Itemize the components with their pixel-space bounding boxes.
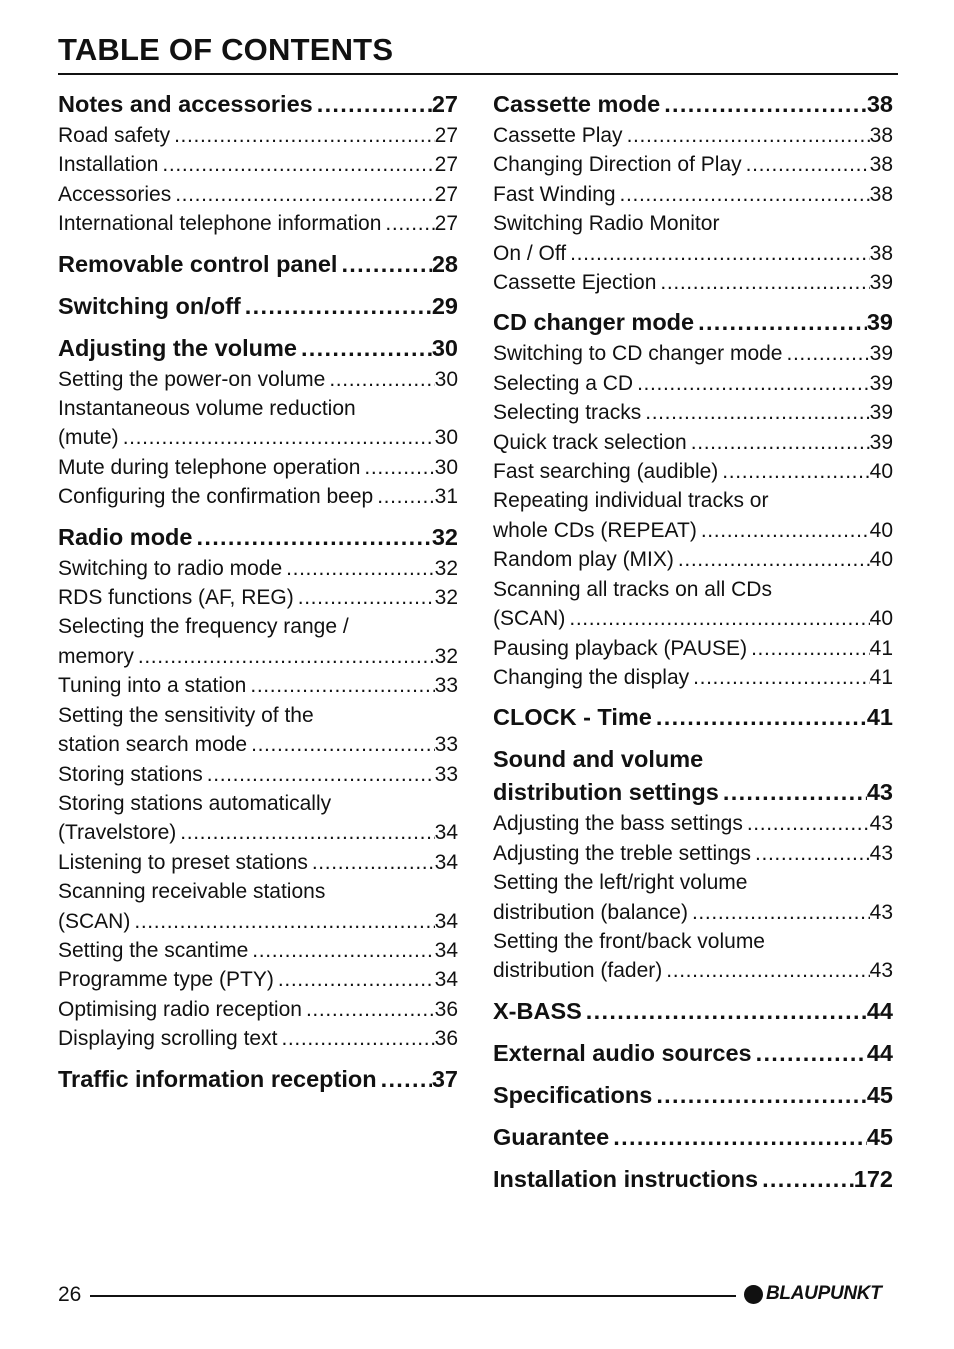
- toc-entry[interactable]: [493, 150, 893, 179]
- toc-entry-text: Random play (MIX): [493, 548, 674, 572]
- toc-entry[interactable]: [493, 398, 893, 427]
- dot-leader: [687, 428, 870, 457]
- toc-page-number: 41: [869, 665, 893, 689]
- toc-entry[interactable]: [493, 339, 893, 368]
- toc-entry-text: RDS functions (AF, REG): [58, 586, 294, 610]
- toc-entry[interactable]: [58, 423, 458, 452]
- toc-entry-text: Selecting tracks: [493, 401, 642, 425]
- dot-leader: [719, 776, 867, 809]
- toc-page-number: 38: [869, 124, 893, 147]
- toc-entry[interactable]: [493, 457, 893, 486]
- toc-page-number: 33: [434, 674, 458, 698]
- toc-entry-text: Instantaneous volume reduction: [58, 397, 356, 421]
- toc-entry[interactable]: [493, 927, 893, 956]
- toc-page-number: 34: [434, 909, 458, 933]
- toc-entry-text: Notes and accessories: [58, 91, 313, 117]
- toc-page-number: 30: [434, 455, 458, 479]
- toc-page-number: 36: [434, 997, 458, 1021]
- toc-column-left: [58, 88, 458, 1105]
- dot-leader: [697, 516, 870, 545]
- toc-entry[interactable]: [493, 268, 893, 297]
- dot-leader: [743, 809, 870, 838]
- toc-page-number: 39: [869, 401, 893, 425]
- dot-leader: [313, 88, 432, 121]
- toc-entry[interactable]: [493, 809, 893, 838]
- toc-heading[interactable]: [493, 1163, 893, 1196]
- toc-page-number: 27: [431, 91, 458, 117]
- toc-entry-text: Selecting a CD: [493, 371, 634, 395]
- toc-page-number: 38: [866, 91, 893, 117]
- dot-leader: [674, 545, 870, 574]
- toc-entry[interactable]: [493, 898, 893, 927]
- dot-leader: [656, 268, 869, 297]
- toc-entry[interactable]: [58, 789, 458, 818]
- dot-leader: [360, 453, 434, 482]
- toc-page-number: 40: [869, 518, 893, 542]
- page-title: TABLE OF CONTENTS: [58, 32, 394, 67]
- toc-page-number: 32: [434, 644, 458, 668]
- dot-leader: [752, 1037, 867, 1070]
- toc-entry[interactable]: [58, 936, 458, 965]
- toc-entry-text: Tuning into a station: [58, 674, 247, 698]
- toc-entry-text: Scanning all tracks on all CDs: [493, 577, 772, 601]
- toc-section: [58, 332, 458, 512]
- toc-section: [493, 1163, 893, 1196]
- dot-leader: [277, 1024, 434, 1053]
- toc-page-number: 43: [869, 959, 893, 983]
- toc-entry[interactable]: [493, 634, 893, 663]
- toc-entry-text: (SCAN): [58, 909, 131, 933]
- toc-entry[interactable]: [58, 877, 458, 906]
- toc-entry-text: Cassette Play: [493, 124, 623, 147]
- toc-entry[interactable]: [58, 394, 458, 423]
- brand-dot-icon: [744, 1285, 763, 1304]
- toc-heading[interactable]: [58, 521, 458, 554]
- toc-page-number: 33: [434, 733, 458, 757]
- toc-entry[interactable]: [58, 365, 458, 394]
- dot-leader: [192, 521, 431, 554]
- toc-entry-text: Mute during telephone operation: [58, 455, 361, 479]
- toc-page-number: 28: [431, 250, 458, 277]
- toc-entry-text: X-BASS: [493, 997, 582, 1024]
- toc-heading[interactable]: [493, 776, 893, 809]
- dot-leader: [688, 898, 870, 927]
- dot-leader: [694, 306, 867, 339]
- dot-leader: [381, 209, 434, 238]
- dot-leader: [718, 457, 869, 486]
- toc-entry-text: Configuring the confirmation beep: [58, 485, 374, 509]
- toc-entry-text: Adjusting the volume: [58, 334, 297, 361]
- toc-heading[interactable]: [58, 290, 458, 323]
- toc-heading[interactable]: [493, 743, 893, 776]
- toc-entry[interactable]: [493, 956, 893, 985]
- toc-page-number: 27: [434, 212, 458, 236]
- dot-leader: [248, 936, 434, 965]
- toc-entry-text: Programme type (PTY): [58, 968, 274, 992]
- toc-entry-text: Traffic information reception: [58, 1065, 377, 1092]
- toc-page-number: 43: [869, 812, 893, 836]
- toc-page-number: 39: [869, 271, 893, 295]
- toc-entry-text: distribution (balance): [493, 900, 688, 924]
- toc-page-number: 43: [866, 779, 893, 806]
- toc-entry[interactable]: [493, 516, 893, 545]
- toc-entry[interactable]: [493, 575, 893, 604]
- toc-entry-text: (mute): [58, 426, 119, 450]
- toc-page-number: 44: [866, 1039, 893, 1066]
- toc-entry[interactable]: [58, 150, 458, 179]
- toc-entry-text: distribution (fader): [493, 959, 663, 983]
- toc-entry-text: Cassette Ejection: [493, 271, 657, 295]
- toc-page-number: 32: [431, 523, 458, 550]
- toc-entry[interactable]: [58, 671, 458, 700]
- dot-leader: [566, 239, 869, 268]
- toc-page-number: 33: [434, 762, 458, 786]
- dot-leader: [633, 369, 870, 398]
- toc-entry[interactable]: [58, 583, 458, 612]
- toc-entry-text: Scanning receivable stations: [58, 880, 326, 904]
- toc-entry-text: distribution settings: [493, 779, 719, 806]
- toc-entry-text: Sound and volume: [493, 746, 704, 773]
- toc-section: [493, 701, 893, 734]
- dot-leader: [652, 1079, 867, 1112]
- toc-entry[interactable]: [58, 965, 458, 994]
- toc-entry-text: Fast Winding: [493, 182, 616, 206]
- dot-leader: [652, 701, 867, 734]
- toc-entry-text: Installation instructions: [493, 1165, 759, 1192]
- toc-page-number: 34: [434, 968, 458, 992]
- toc-page-number: 38: [869, 182, 893, 206]
- dot-leader: [176, 818, 434, 847]
- toc-entry[interactable]: [58, 453, 458, 482]
- toc-entry-text: memory: [58, 644, 134, 668]
- toc-entry-text: Adjusting the treble settings: [493, 841, 751, 865]
- toc-entry-text: Removable control panel: [58, 250, 338, 277]
- toc-entry[interactable]: [493, 209, 893, 238]
- toc-page-number: 37: [431, 1065, 458, 1092]
- toc-section: [58, 521, 458, 1054]
- toc-entry[interactable]: [493, 545, 893, 574]
- dot-leader: [616, 180, 870, 209]
- toc-entry-text: Quick track selection: [493, 430, 687, 454]
- brand-name: BLAUPUNKT: [766, 1283, 882, 1304]
- toc-page-number: 40: [869, 548, 893, 572]
- toc-heading[interactable]: [58, 1063, 458, 1096]
- toc-entry-text: Setting the left/right volume: [493, 871, 748, 895]
- dot-leader: [609, 1121, 867, 1154]
- toc-page-number: 38: [869, 241, 893, 265]
- toc-page-number: 39: [869, 430, 893, 454]
- toc-page-number: 172: [853, 1165, 893, 1192]
- toc-entry-text: Cassette mode: [493, 91, 661, 117]
- toc-entry[interactable]: [58, 209, 458, 238]
- toc-section: [493, 1037, 893, 1070]
- toc-entry[interactable]: [58, 730, 458, 759]
- toc-entry[interactable]: [58, 907, 458, 936]
- toc-section: [493, 306, 893, 692]
- toc-section: [493, 88, 893, 297]
- toc-heading[interactable]: [493, 88, 893, 121]
- toc-heading[interactable]: [493, 1121, 893, 1154]
- toc-entry[interactable]: [493, 121, 893, 150]
- dot-leader: [751, 839, 870, 868]
- dot-leader: [662, 956, 869, 985]
- toc-heading[interactable]: [493, 1037, 893, 1070]
- toc-section: [493, 995, 893, 1028]
- dot-leader: [660, 88, 867, 121]
- dot-leader: [623, 121, 870, 150]
- toc-entry[interactable]: [58, 995, 458, 1024]
- dot-leader: [377, 1063, 432, 1096]
- toc-page-number: 32: [434, 586, 458, 610]
- toc-page-number: 39: [866, 309, 893, 336]
- toc-page-number: 40: [869, 460, 893, 484]
- dot-leader: [246, 671, 434, 700]
- toc-entry-text: Setting the scantime: [58, 938, 249, 962]
- toc-entry-text: (SCAN): [493, 607, 566, 631]
- toc-page-number: 39: [869, 342, 893, 366]
- toc-entry-text: (Travelstore): [58, 821, 177, 845]
- toc-heading[interactable]: [493, 306, 893, 339]
- toc-entry[interactable]: [58, 760, 458, 789]
- toc-entry[interactable]: [493, 180, 893, 209]
- toc-entry[interactable]: [58, 482, 458, 511]
- dot-leader: [119, 423, 435, 452]
- dot-leader: [282, 554, 435, 583]
- dot-leader: [308, 848, 435, 877]
- toc-page-number: 45: [866, 1081, 893, 1108]
- dot-leader: [373, 482, 434, 511]
- toc-entry-text: Fast searching (audible): [493, 460, 719, 484]
- dot-leader: [130, 907, 434, 936]
- toc-entry-text: Pausing playback (PAUSE): [493, 636, 748, 660]
- toc-heading[interactable]: [493, 1079, 893, 1112]
- toc-section: [58, 1063, 458, 1096]
- toc-page-number: 27: [434, 182, 458, 206]
- toc-entry-text: Setting the sensitivity of the: [58, 703, 314, 727]
- dot-leader: [582, 995, 867, 1028]
- toc-entry[interactable]: [58, 818, 458, 847]
- dot-leader: [158, 150, 434, 179]
- toc-entry-text: Road safety: [58, 124, 171, 147]
- toc-page-number: 41: [866, 704, 893, 731]
- toc-section: [493, 1079, 893, 1112]
- dot-leader: [742, 150, 870, 179]
- brand-logo: [744, 1283, 882, 1305]
- toc-entry-text: Optimising radio reception: [58, 997, 302, 1021]
- toc-entry-text: CLOCK - Time: [493, 704, 652, 731]
- toc-entry-text: CD changer mode: [493, 309, 695, 336]
- toc-entry-text: Switching to CD changer mode: [493, 342, 783, 366]
- toc-entry-text: Changing the display: [493, 665, 690, 689]
- toc-page-number: 27: [434, 124, 458, 147]
- toc-heading[interactable]: [493, 701, 893, 734]
- toc-entry[interactable]: [493, 663, 893, 692]
- dot-leader: [241, 290, 432, 323]
- toc-entry[interactable]: [58, 612, 458, 641]
- dot-leader: [337, 248, 431, 281]
- toc-section: [493, 1121, 893, 1154]
- toc-entry-text: Switching to radio mode: [58, 556, 283, 580]
- dot-leader: [171, 180, 434, 209]
- toc-entry[interactable]: [58, 554, 458, 583]
- toc-entry-text: Specifications: [493, 1081, 653, 1108]
- toc-entry[interactable]: [58, 180, 458, 209]
- toc-page-number: 40: [869, 607, 893, 631]
- toc-entry-text: Setting the front/back volume: [493, 929, 765, 953]
- toc-section: [493, 743, 893, 985]
- toc-page-number: 29: [431, 292, 458, 319]
- toc-entry[interactable]: [493, 239, 893, 268]
- toc-entry-text: station search mode: [58, 733, 248, 757]
- toc-entry[interactable]: [58, 701, 458, 730]
- toc-heading[interactable]: [493, 995, 893, 1028]
- toc-entry-text: Storing stations: [58, 762, 203, 786]
- toc-entry-text: International telephone information: [58, 212, 382, 236]
- toc-page-number: 27: [434, 153, 458, 177]
- toc-entry-text: Adjusting the bass settings: [493, 812, 743, 836]
- toc-page-number: 30: [434, 367, 458, 391]
- toc-heading[interactable]: [58, 88, 458, 121]
- toc-entry-text: Storing stations automatically: [58, 791, 332, 815]
- toc-page-number: 45: [866, 1123, 893, 1150]
- toc-page-number: 34: [434, 850, 458, 874]
- dot-leader: [302, 995, 435, 1024]
- toc-heading[interactable]: [58, 248, 458, 281]
- toc-entry[interactable]: [493, 428, 893, 457]
- toc-heading[interactable]: [58, 332, 458, 365]
- toc-section: [58, 290, 458, 323]
- dot-leader: [134, 642, 435, 671]
- toc-page-number: 32: [434, 556, 458, 580]
- dot-leader: [294, 583, 435, 612]
- toc-entry-text: Radio mode: [58, 523, 193, 550]
- toc-entry[interactable]: [493, 839, 893, 868]
- toc-entry-text: whole CDs (REPEAT): [493, 518, 697, 542]
- toc-entry-text: External audio sources: [493, 1039, 752, 1066]
- toc-entry[interactable]: [493, 369, 893, 398]
- toc-page-number: 36: [434, 1027, 458, 1051]
- toc-entry-text: Installation: [58, 153, 159, 177]
- dot-leader: [782, 339, 869, 368]
- toc-entry-text: Displaying scrolling text: [58, 1027, 278, 1051]
- toc-entry[interactable]: [58, 848, 458, 877]
- toc-page-number: 30: [434, 426, 458, 450]
- toc-page-number: 38: [869, 153, 893, 177]
- toc-entry-text: Switching on/off: [58, 292, 241, 319]
- dot-leader: [641, 398, 869, 427]
- toc-entry-text: On / Off: [493, 241, 567, 265]
- title-divider: [58, 73, 898, 75]
- toc-entry-text: Setting the power-on volume: [58, 367, 326, 391]
- dot-leader: [325, 365, 434, 394]
- dot-leader: [747, 634, 870, 663]
- dot-leader: [203, 760, 435, 789]
- dot-leader: [565, 604, 869, 633]
- toc-entry[interactable]: [493, 486, 893, 515]
- toc-entry[interactable]: [493, 868, 893, 897]
- toc-page-number: 44: [866, 997, 893, 1024]
- toc-page-number: 41: [869, 636, 893, 660]
- dot-leader: [297, 332, 432, 365]
- toc-page-number: 34: [434, 821, 458, 845]
- toc-entry-text: Listening to preset stations: [58, 850, 308, 874]
- toc-page-number: 43: [869, 900, 893, 924]
- toc-column-right: [493, 88, 893, 1205]
- footer-divider: [90, 1295, 736, 1297]
- toc-section: [58, 248, 458, 281]
- toc-entry[interactable]: [493, 604, 893, 633]
- toc-section: [58, 88, 458, 239]
- toc-entry-text: Selecting the frequency range /: [58, 615, 349, 639]
- dot-leader: [170, 121, 435, 150]
- toc-entry-text: Accessories: [58, 182, 172, 206]
- toc-entry[interactable]: [58, 642, 458, 671]
- toc-entry[interactable]: [58, 121, 458, 150]
- toc-entry[interactable]: [58, 1024, 458, 1053]
- toc-page-number: 43: [869, 841, 893, 865]
- page-number: 26: [58, 1283, 82, 1306]
- dot-leader: [689, 663, 870, 692]
- toc-page-number: 34: [434, 938, 458, 962]
- dot-leader: [274, 965, 435, 994]
- dot-leader: [758, 1163, 854, 1196]
- toc-page-number: 30: [431, 334, 458, 361]
- toc-entry-text: Switching Radio Monitor: [493, 212, 720, 236]
- toc-page-number: 39: [869, 371, 893, 395]
- toc-entry-text: Repeating individual tracks or: [493, 489, 769, 513]
- toc-page-number: 31: [434, 485, 458, 509]
- dot-leader: [247, 730, 435, 759]
- toc-entry-text: Guarantee: [493, 1123, 610, 1150]
- toc-entry-text: Changing Direction of Play: [493, 153, 742, 177]
